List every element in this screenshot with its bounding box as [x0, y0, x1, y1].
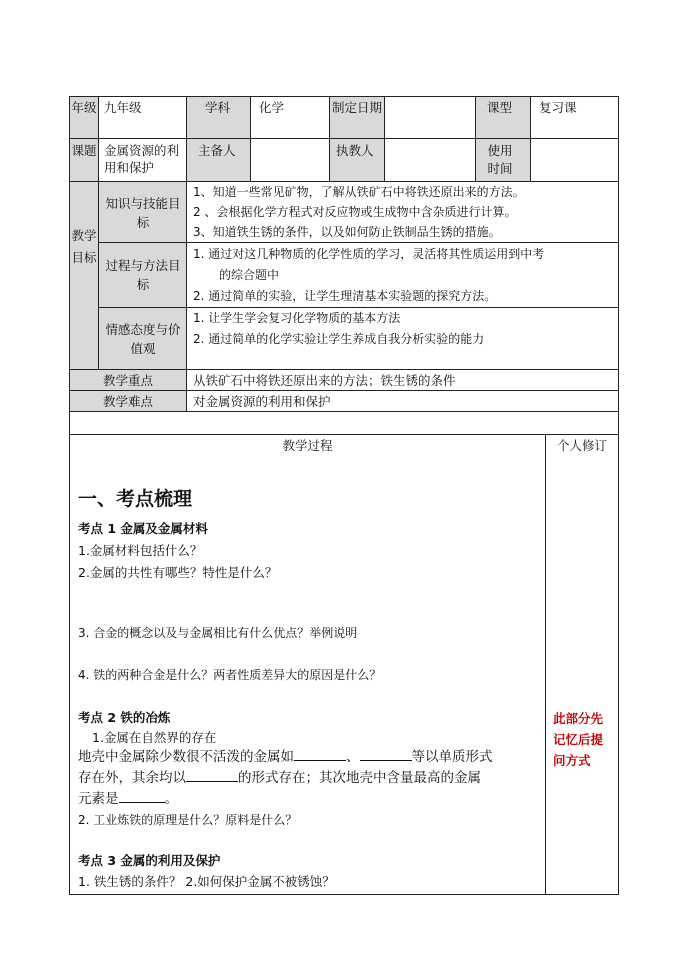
goals-label-cell: [69, 181, 99, 370]
knowledge-item-2: 2 、会根据化学方程式对反应物或生成物中含杂质进行计算。: [193, 205, 517, 219]
usetime-value-cell: [530, 138, 619, 182]
k2-p1-c: 等以单质形式: [411, 749, 493, 765]
process-item-2: 2. 通过简单的实验，让学生理清基本实验题的探究方法。: [193, 289, 497, 303]
preparer-value-cell: [250, 138, 330, 182]
k2-p3-a: 元素是: [78, 791, 119, 807]
goals-label: 教学目标: [71, 228, 97, 265]
k3-q: 1. 铁生锈的条件？ 2.如何保护金属不被锈蚀？: [78, 874, 335, 889]
process-label: 过程与方法目标: [105, 258, 181, 292]
emotion-label: 情感态度与价值观: [105, 322, 181, 356]
k1-q4: 4. 铁的两种合金是什么？两者性质差异大的原因是什么？: [78, 668, 382, 682]
teacher-value-cell: [384, 138, 476, 182]
difficulty-value: 对金属资源的利用和保护: [193, 394, 331, 409]
process-item-1-cont: 的综合题中: [219, 268, 280, 282]
k2-sub1: 1.金属在自然界的存在: [92, 730, 217, 745]
subject-value: 化学: [259, 100, 285, 115]
key-point-value: 从铁矿石中将铁还原出来的方法；铁生锈的条件: [193, 373, 456, 388]
process-header-left: 教学过程: [282, 438, 333, 453]
k1-title: 考点 1 金属及金属材料: [78, 521, 208, 536]
preparer-label: 主备人: [198, 143, 236, 158]
topic-label: 课题: [71, 143, 97, 158]
usetime-label: 使用时间: [487, 143, 513, 176]
k2-para-line-3: [78, 790, 178, 809]
grade-label: 年级: [71, 100, 97, 115]
process-header-right: 个人修订: [556, 438, 607, 453]
knowledge-item-3: 3、知道铁生锈的条件，以及如何防止铁制品生锈的措施。: [193, 225, 501, 239]
k2-p1-b: 、: [346, 749, 360, 765]
knowledge-item-1: 1、知道一些常见矿物，了解从铁矿石中将铁还原出来的方法。: [193, 185, 525, 199]
key-point-label: 教学重点: [102, 373, 153, 388]
k2-p2-b: 的形式存在；其次地壳中含量最高的金属: [238, 770, 481, 786]
k2-p2-a: 存在外，其余均以: [78, 770, 186, 786]
k2-title: 考点 2 铁的冶炼: [78, 710, 171, 725]
k2-p3-b: 。: [164, 791, 178, 807]
k2-para-line-1: [78, 748, 493, 767]
teacher-label: 执教人: [336, 143, 374, 158]
date-value-cell: [384, 96, 476, 139]
k2-para-line-2: [78, 769, 481, 788]
subject-label: 学科: [205, 100, 231, 115]
grade-value: 九年级: [104, 100, 142, 115]
answer-blank-3[interactable]: [186, 769, 238, 782]
k2-p1-a: 地壳中金属除少数很不活泼的金属如: [78, 749, 294, 765]
type-label: 课型: [487, 100, 513, 115]
revision-cell: [545, 434, 619, 895]
k1-q1: 1.金属材料包括什么？: [78, 543, 203, 558]
k1-q2: 2.金属的共性有哪些？特性是什么？: [78, 565, 278, 580]
knowledge-label: 知识与技能目标: [105, 196, 181, 230]
type-value: 复习课: [539, 100, 577, 115]
answer-blank-4[interactable]: [119, 790, 165, 803]
section-title: 一、考点梳理: [78, 488, 193, 510]
k1-q3: 3. 合金的概念以及与金属相比有什么优点？举例说明: [78, 626, 358, 640]
emotion-item-1: 1. 让学生学会复习化学物质的基本方法: [193, 311, 401, 325]
answer-blank-2[interactable]: [360, 748, 412, 761]
difficulty-label: 教学难点: [102, 394, 153, 409]
date-label: 制定日期: [331, 100, 382, 115]
k3-title: 考点 3 金属的利用及保护: [78, 853, 221, 868]
spacer-row: [69, 411, 619, 435]
process-item-1: 1. 通过对这几种物质的化学性质的学习，灵活将其性质运用到中考: [193, 247, 545, 261]
emotion-item-2: 2. 通过简单的化学实验让学生养成自我分析实验的能力: [193, 332, 485, 346]
k2-q2: 2. 工业炼铁的原理是什么？原料是什么？: [78, 813, 298, 827]
side-note: 此部分先记忆后提问方式: [553, 711, 604, 768]
topic-value: 金属资源的利用和保护: [104, 143, 180, 175]
answer-blank-1[interactable]: [294, 748, 346, 761]
